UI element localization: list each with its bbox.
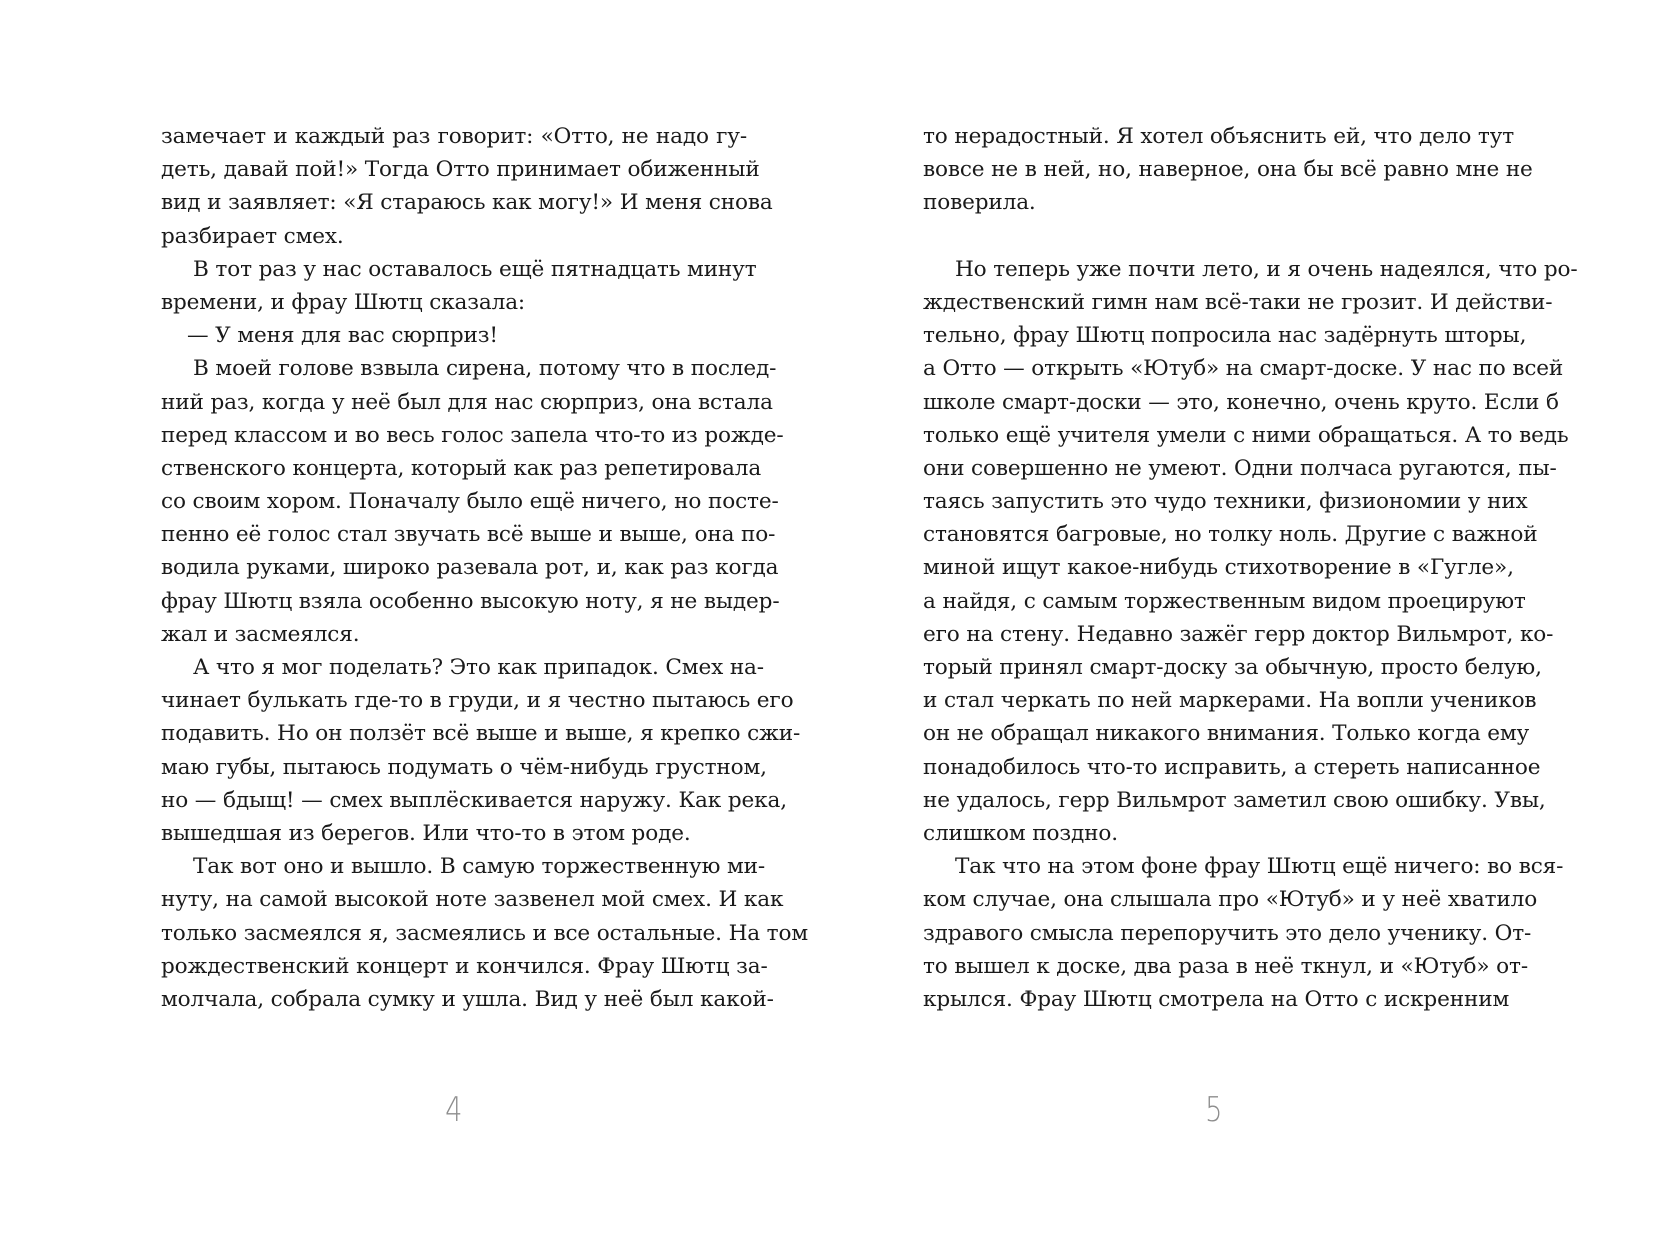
- text-line: и стал черкать по ней маркерами. На вопли учеников: [923, 688, 1537, 714]
- text-line: крылся. Фрау Шютц смотрела на Отто с искренним: [923, 986, 1510, 1012]
- text-line: времени, и фрау Шютц сказала:: [161, 289, 526, 315]
- text-line: пенно её голос стал звучать всё выше и выше, она по-: [161, 522, 776, 548]
- text-line: маю губы, пытаюсь подумать о чём-нибудь грустном,: [161, 754, 767, 780]
- text-line: В моей голове взвыла сирена, потому что в послед-: [193, 356, 777, 382]
- text-line: деть, давай пой!» Тогда Отто принимает обиженный: [161, 157, 760, 183]
- text-line: а найдя, с самым торжественным видом проецируют: [923, 588, 1526, 614]
- text-line: ком случае, она слышала про «Ютуб» и у неё хватило: [923, 887, 1538, 913]
- text-line: Так что на этом фоне фрау Шютц ещё ничего: во вся-: [955, 854, 1564, 880]
- text-line: тельно, фрау Шютц попросила нас задёрнуть шторы,: [923, 323, 1527, 349]
- text-line: то нерадостный. Я хотел объяснить ей, что дело тут: [923, 124, 1515, 149]
- text-line: со своим хором. Поначалу было ещё ничего, но посте-: [161, 489, 779, 515]
- blank-line: [923, 220, 1509, 253]
- text-line: перед классом и во весь голос запела что-то из рожде-: [161, 422, 784, 448]
- text-line: водила руками, широко разевала рот, и, как раз когда: [161, 555, 779, 581]
- text-line: торый принял смарт-доску за обычную, просто белую,: [923, 655, 1542, 680]
- text-line: только засмеялся я, засмеялись и все остальные. На том: [161, 920, 808, 946]
- text-line: вовсе не в ней, но, наверное, она бы всё равно мне не: [923, 157, 1533, 183]
- text-line: разбирает смех.: [161, 223, 344, 249]
- text-line: вышедшая из берегов. Или что-то в этом роде.: [161, 820, 691, 846]
- text-line: Так вот оно и вышло. В самую торжественную ми-: [193, 854, 765, 880]
- text-line: миной ищут какое-нибудь стихотворение в «Гугле»,: [923, 555, 1514, 581]
- text-line: жал и засмеялся.: [161, 621, 360, 647]
- text-line: становятся багровые, но толку ноль. Другие с важной: [923, 522, 1538, 548]
- text-line: он не обращал никакого внимания. Только когда ему: [923, 721, 1530, 747]
- text-line: ственского концерта, который как раз репетировала: [161, 455, 762, 481]
- left-page: [161, 120, 808, 1016]
- text-line: вид и заявляет: «Я стараюсь как могу!» И меня снова: [161, 190, 773, 216]
- text-line: нуту, на самой высокой ноте зазвенел мой смех. И как: [161, 887, 784, 913]
- text-line: таясь запустить это чудо техники, физиономии у них: [923, 489, 1528, 515]
- text-line: слишком поздно.: [923, 820, 1118, 846]
- text-line: не удалось, герр Вильмрот заметил свою ошибку. Увы,: [923, 787, 1546, 813]
- text-line: понадобилось что-то исправить, а стереть написанное: [923, 754, 1541, 780]
- text-line: молчала, собрала сумку и ушла. Вид у неё был какой-: [161, 986, 774, 1012]
- text-line: подавить. Но он ползёт всё выше и выше, я крепко сжи-: [161, 721, 801, 747]
- text-line: школе смарт-доски — это, конечно, очень круто. Если б: [923, 389, 1559, 415]
- text-line: рождественский концерт и кончился. Фрау Шютц за-: [161, 953, 768, 979]
- text-line: — У меня для вас сюрприз!: [187, 323, 498, 349]
- page-number-right: 5: [1205, 1090, 1223, 1130]
- page-number-left: 4: [445, 1090, 463, 1130]
- text-line: но — бдыщ! — смех выплёскивается наружу. Как река,: [161, 787, 787, 813]
- text-line: здравого смысла перепоручить это дело ученику. От-: [923, 920, 1532, 946]
- text-line: его на стену. Недавно зажёг герр доктор Вильмрот, ко-: [923, 621, 1554, 647]
- text-line: ний раз, когда у неё был для нас сюрприз, она встала: [161, 389, 773, 415]
- text-line: чинает булькать где-то в груди, и я честно пытаюсь его: [161, 688, 794, 714]
- text-line: замечает и каждый раз говорит: «Отто, не надо гу-: [161, 124, 747, 149]
- text-line: Но теперь уже почти лето, и я очень надеялся, что ро-: [955, 256, 1578, 282]
- right-page: [923, 120, 1578, 1016]
- text-line: а Отто — открыть «Ютуб» на смарт-доске. У нас по всей: [923, 356, 1564, 382]
- text-line: А что я мог поделать? Это как припадок. Смех на-: [193, 655, 764, 680]
- text-line: фрау Шютц взяла особенно высокую ноту, я не выдер-: [161, 588, 780, 614]
- text-line: они совершенно не умеют. Одни полчаса ругаются, пы-: [923, 455, 1557, 481]
- text-line: поверила.: [923, 190, 1036, 216]
- text-line: только ещё учителя умели с ними обращаться. А то ведь: [923, 422, 1569, 448]
- text-line: В тот раз у нас оставалось ещё пятнадцать минут: [193, 256, 757, 282]
- text-line: то вышел к доске, два раза в неё ткнул, и «Ютуб» от-: [923, 953, 1528, 979]
- text-line: ждественский гимн нам всё-таки не грозит. И действи-: [923, 289, 1553, 315]
